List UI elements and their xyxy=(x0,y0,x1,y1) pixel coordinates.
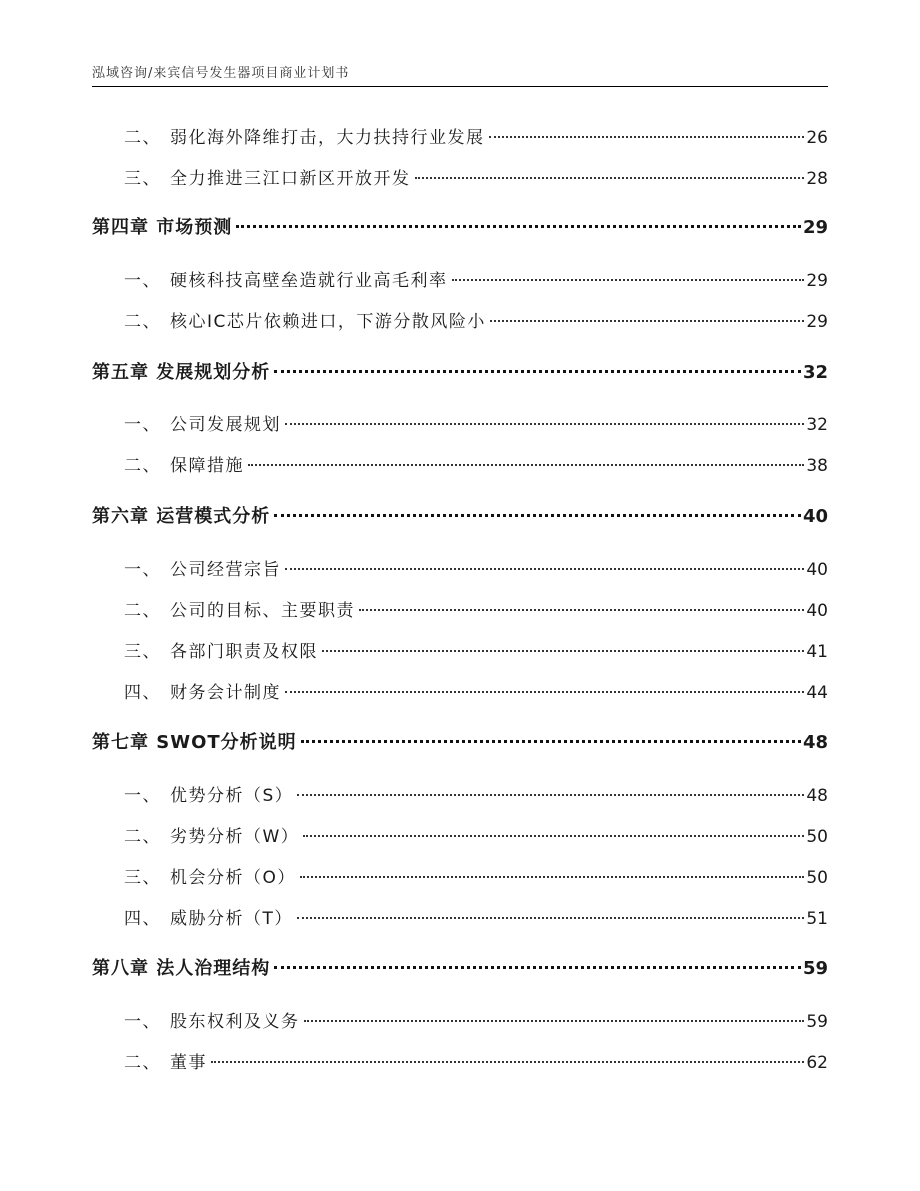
toc-entry-number: 二、 xyxy=(124,128,161,148)
toc-chapter-title: 第五章 发展规划分析 xyxy=(92,362,271,383)
toc-entry-title: 弱化海外降维打击，大力扶持行业发展 xyxy=(170,128,485,148)
toc-entry[interactable] xyxy=(92,451,828,481)
toc-entry-title: 劣势分析（W） xyxy=(170,827,300,847)
toc-entry-page: 40 xyxy=(806,601,828,621)
toc-entry-page: 28 xyxy=(806,169,828,189)
dot-leader xyxy=(285,423,804,425)
toc-entry-title: 公司发展规划 xyxy=(170,415,281,435)
dot-leader xyxy=(415,177,805,179)
toc-chapter-title: 第四章 市场预测 xyxy=(92,217,233,238)
toc-entry[interactable] xyxy=(92,863,828,893)
toc-entry-number: 四、 xyxy=(124,683,161,703)
toc-entry-number: 二、 xyxy=(124,601,161,621)
toc-entry-page: 50 xyxy=(806,868,828,888)
dot-leader xyxy=(297,917,804,919)
dot-leader xyxy=(248,464,804,466)
toc-entry[interactable] xyxy=(92,123,828,153)
toc-chapter-title: 第七章 SWOT分析说明 xyxy=(92,732,297,753)
toc-entry-title: 保障措施 xyxy=(170,456,244,476)
toc-entry-number: 一、 xyxy=(124,786,161,806)
toc-entry-title: 各部门职责及权限 xyxy=(170,642,318,662)
toc-entry-number: 一、 xyxy=(124,415,161,435)
toc-entry-page: 40 xyxy=(806,560,828,580)
toc-entry-title: 公司的目标、主要职责 xyxy=(170,601,355,621)
toc-entry-number: 一、 xyxy=(124,271,161,291)
toc-entry-title: 核心IC芯片依赖进口，下游分散风险小 xyxy=(170,312,486,332)
toc-entry-number: 二、 xyxy=(124,312,161,332)
toc-entry-number: 三、 xyxy=(124,169,161,189)
toc-entry-number: 二、 xyxy=(124,456,161,476)
toc-entry-page: 32 xyxy=(802,362,828,383)
toc-entry[interactable] xyxy=(92,637,828,667)
toc-chapter-entry[interactable] xyxy=(92,728,828,760)
toc-chapter-entry[interactable] xyxy=(92,213,828,245)
toc-entry-page: 41 xyxy=(806,642,828,662)
toc-entry-page: 48 xyxy=(806,786,828,806)
toc-entry-page: 40 xyxy=(802,506,828,527)
dot-leader xyxy=(300,876,804,878)
dot-leader xyxy=(452,279,805,281)
running-header: 泓域咨询/来宾信号发生器项目商业计划书 xyxy=(92,66,350,81)
toc-entry-number: 二、 xyxy=(124,827,161,847)
toc-entry[interactable] xyxy=(92,678,828,708)
toc-entry-page: 50 xyxy=(806,827,828,847)
dot-leader xyxy=(303,835,804,837)
toc-entry-page: 32 xyxy=(806,415,828,435)
toc-entry-title: 财务会计制度 xyxy=(170,683,281,703)
toc-chapter-title: 第八章 法人治理结构 xyxy=(92,958,271,979)
toc-entry-title: 威胁分析（T） xyxy=(170,909,293,929)
toc-entry-page: 44 xyxy=(806,683,828,703)
dot-leader xyxy=(304,1020,805,1022)
toc-entry-title: 董事 xyxy=(170,1053,207,1073)
toc-entry[interactable] xyxy=(92,596,828,626)
toc-entry-page: 62 xyxy=(806,1053,828,1073)
dot-leader xyxy=(211,1061,804,1063)
header-rule xyxy=(92,86,828,87)
toc-entry-number: 一、 xyxy=(124,560,161,580)
dot-leader xyxy=(490,320,804,322)
toc-entry-title: 机会分析（O） xyxy=(170,868,296,888)
toc-entry[interactable] xyxy=(92,410,828,440)
toc-entry[interactable] xyxy=(92,164,828,194)
toc-entry-number: 四、 xyxy=(124,909,161,929)
toc-chapter-entry[interactable] xyxy=(92,954,828,986)
toc-entry-page: 51 xyxy=(806,909,828,929)
toc-entry[interactable] xyxy=(92,1048,828,1078)
toc-entry[interactable] xyxy=(92,307,828,337)
dot-leader xyxy=(274,966,801,969)
toc-entry[interactable] xyxy=(92,904,828,934)
toc-entry-number: 三、 xyxy=(124,868,161,888)
toc-entry-title: 公司经营宗旨 xyxy=(170,560,281,580)
toc-entry[interactable] xyxy=(92,781,828,811)
dot-leader xyxy=(301,740,801,743)
toc-entry-page: 26 xyxy=(806,128,828,148)
toc-entry-number: 二、 xyxy=(124,1053,161,1073)
dot-leader xyxy=(236,225,801,228)
dot-leader xyxy=(359,609,804,611)
toc-entry-title: 全力推进三江口新区开放开发 xyxy=(170,169,411,189)
toc-chapter-title: 第六章 运营模式分析 xyxy=(92,506,271,527)
toc-chapter-entry[interactable] xyxy=(92,502,828,534)
toc-entry-page: 59 xyxy=(802,958,828,979)
toc-entry-number: 三、 xyxy=(124,642,161,662)
toc-entry-title: 股东权利及义务 xyxy=(170,1012,300,1032)
dot-leader xyxy=(297,794,804,796)
toc-entry-page: 38 xyxy=(806,456,828,476)
toc-entry-page: 29 xyxy=(802,217,828,238)
toc-chapter-entry[interactable] xyxy=(92,358,828,390)
toc-entry-number: 一、 xyxy=(124,1012,161,1032)
toc-entry-title: 优势分析（S） xyxy=(170,786,294,806)
toc-entry[interactable] xyxy=(92,1007,828,1037)
dot-leader xyxy=(489,136,805,138)
dot-leader xyxy=(274,370,801,373)
dot-leader xyxy=(322,650,804,652)
toc-entry[interactable] xyxy=(92,266,828,296)
toc-entry-page: 29 xyxy=(806,312,828,332)
dot-leader xyxy=(285,568,804,570)
dot-leader xyxy=(274,514,801,517)
toc-entry-page: 29 xyxy=(806,271,828,291)
toc-entry-page: 59 xyxy=(806,1012,828,1032)
toc-entry-page: 48 xyxy=(802,732,828,753)
dot-leader xyxy=(285,691,804,693)
toc-entry[interactable] xyxy=(92,822,828,852)
toc-entry-title: 硬核科技高壁垒造就行业高毛利率 xyxy=(170,271,448,291)
toc-entry[interactable] xyxy=(92,555,828,585)
